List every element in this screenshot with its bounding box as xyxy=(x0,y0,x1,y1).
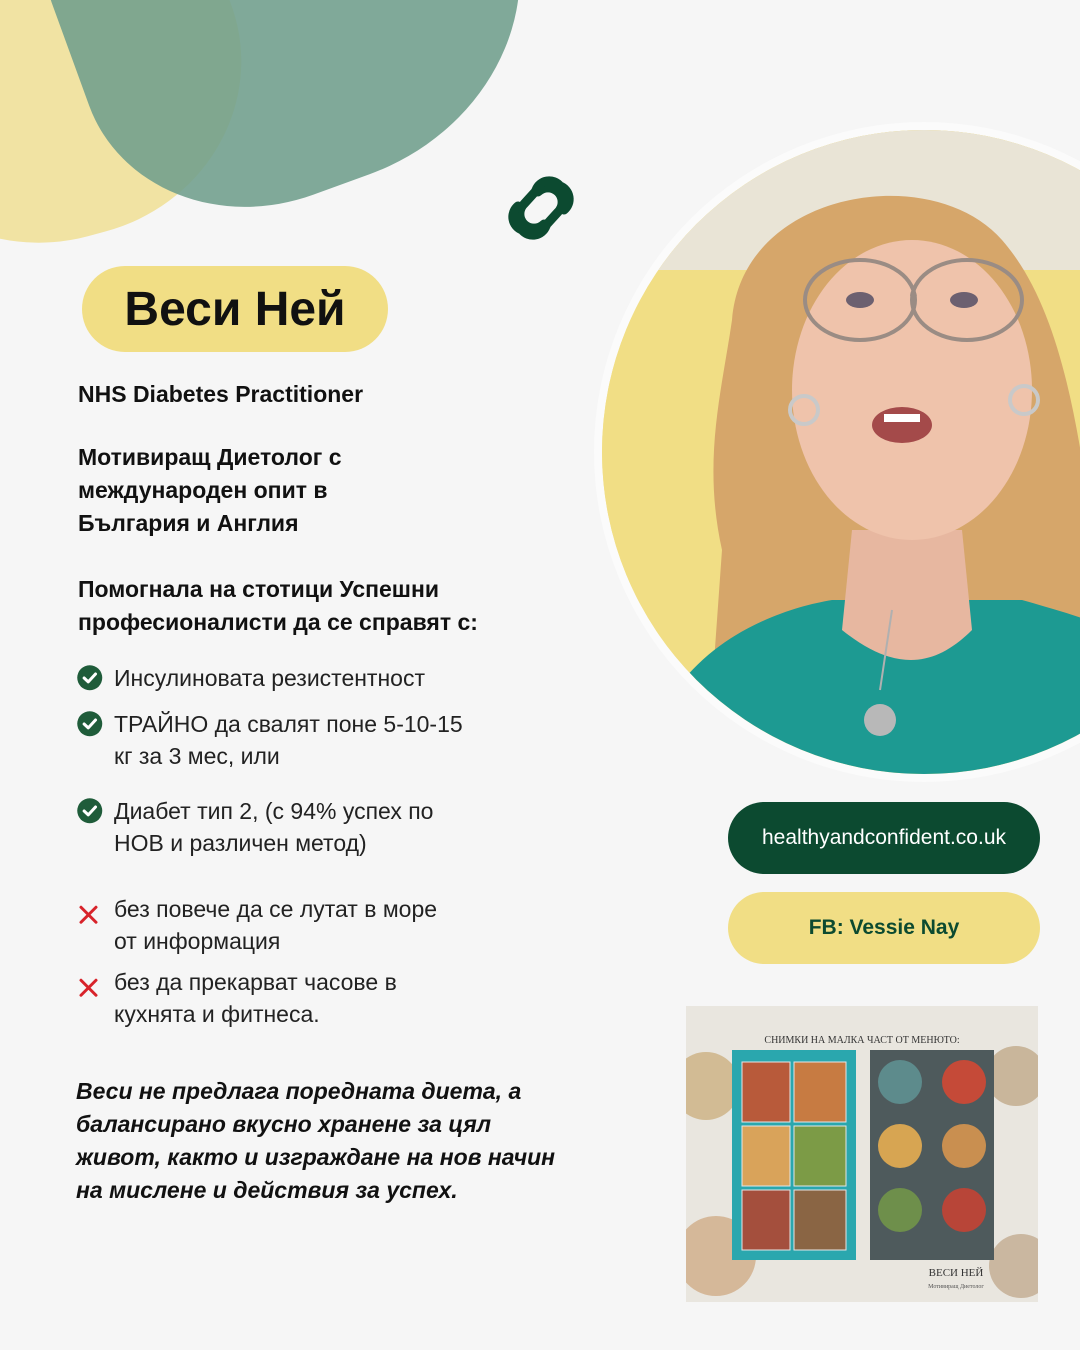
helped-line: професионалисти да се справят с: xyxy=(78,609,478,635)
without-line: от информация xyxy=(114,928,281,954)
benefit-item xyxy=(76,662,546,694)
without-item xyxy=(76,893,546,957)
collage-signature-sub: Мотивиращ Диетолог xyxy=(928,1284,984,1290)
benefit-line: Инсулиновата резистентност xyxy=(114,665,425,691)
without-line: кухнята и фитнеса. xyxy=(114,1001,320,1027)
intro-text xyxy=(78,441,342,540)
closing-line: живот, както и изграждане на нов начин xyxy=(76,1144,556,1170)
closing-line: Веси не предлага поредната диета, а xyxy=(76,1078,522,1104)
benefit-line: Диабет тип 2, (с 94% успех по xyxy=(114,798,434,824)
credential-text: NHS Diabetes Practitioner xyxy=(78,381,364,407)
benefit-line: ТРАЙНО да свалят поне 5-10-15 xyxy=(114,711,463,737)
portrait-photo xyxy=(602,130,1080,774)
closing-line: на мислене и действия за успех. xyxy=(76,1177,458,1203)
check-circle-icon xyxy=(76,664,106,694)
facebook-button[interactable]: FB: Vessie Nay xyxy=(728,892,1040,964)
check-circle-icon xyxy=(76,797,106,827)
menu-collage-image xyxy=(686,1006,1038,1302)
benefit-line: кг за 3 мес, или xyxy=(114,743,280,769)
helped-heading xyxy=(78,573,478,639)
intro-line: международен опит в xyxy=(78,477,328,503)
collage-heading: СНИМКИ НА МАЛКА ЧАСТ ОТ МЕНЮТО: xyxy=(764,1035,960,1046)
benefit-item xyxy=(76,795,546,859)
cross-icon xyxy=(76,974,106,1004)
cross-icon xyxy=(76,901,106,931)
without-line: без да прекарват часове в xyxy=(114,969,397,995)
intro-line: България и Англия xyxy=(78,510,299,536)
benefit-item xyxy=(76,708,546,772)
closing-line: балансирано вкусно хранене за цял xyxy=(76,1111,492,1137)
helped-line: Помогнала на стотици Успешни xyxy=(78,576,440,602)
benefit-line: НОВ и различен метод) xyxy=(114,830,367,856)
brand-logo-icon xyxy=(498,170,584,246)
collage-signature: ВЕСИ НЕЙ xyxy=(928,1267,984,1279)
name-badge: Веси Ней xyxy=(82,266,388,352)
intro-line: Мотивиращ Диетолог с xyxy=(78,444,342,470)
closing-statement xyxy=(76,1075,636,1207)
without-item xyxy=(76,966,546,1030)
check-circle-icon xyxy=(76,710,106,740)
website-button[interactable]: healthyandconfident.co.uk xyxy=(728,802,1040,874)
without-line: без повече да се лутат в море xyxy=(114,896,438,922)
